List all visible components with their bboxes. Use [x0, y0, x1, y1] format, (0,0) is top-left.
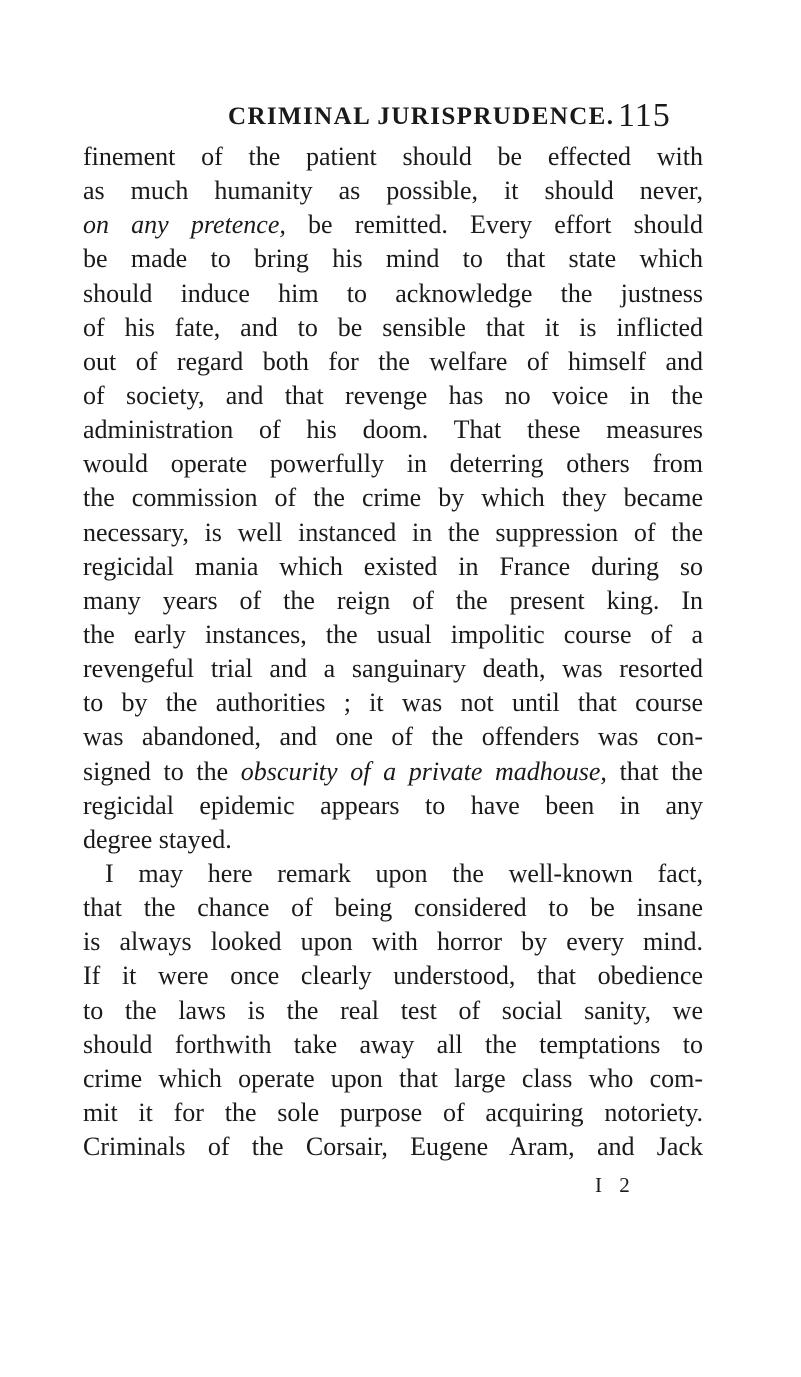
text-line: necessary, is well instanced in the suppression of the: [83, 517, 703, 547]
text-line: would operate powerfully in deterring others from: [83, 449, 703, 479]
text-line: to the laws is the real test of social sanity, we: [83, 995, 703, 1025]
text-line: signed to the obscurity of a private madhouse, that the: [83, 756, 703, 786]
signature-mark: I 2: [595, 1173, 636, 1197]
text-line: out of regard both for the welfare of himself and: [83, 346, 703, 376]
text-line: of his fate, and to be sensible that it is inflicted: [83, 312, 703, 342]
text-line: degree stayed.: [83, 824, 232, 854]
text-line: of society, and that revenge has no voice in the: [83, 380, 703, 410]
italic-phrase: on any pretence,: [83, 210, 286, 240]
text-line: regicidal epidemic appears to have been in any: [83, 790, 703, 820]
italic-phrase: obscurity of a private madhouse,: [240, 756, 607, 786]
body-text: [83, 140, 703, 1164]
running-head: [0, 97, 801, 137]
text-line: revengeful trial and a sanguinary death, was resorted: [83, 654, 703, 684]
text-line: to by the authorities ; it was not until that course: [83, 688, 703, 718]
text-line: the early instances, the usual impolitic course of a: [83, 619, 703, 649]
text-line: was abandoned, and one of the offenders was con-: [83, 722, 703, 752]
text-line: administration of his doom. That these measures: [83, 415, 703, 445]
text-line: many years of the reign of the present king. In: [83, 585, 703, 615]
text-line: be made to bring his mind to that state which: [83, 244, 703, 274]
text-line: is always looked upon with horror by every mind.: [83, 927, 703, 957]
text-line: I may here remark upon the well-known fact,: [105, 858, 703, 888]
text-line: as much humanity as possible, it should never,: [83, 176, 703, 206]
text-line: finement of the patient should be effected with: [83, 142, 703, 171]
text-line: on any pretence, be remitted. Every effort should: [83, 210, 704, 240]
text-line: crime which operate upon that large class who com-: [83, 1063, 703, 1093]
text-line: should forthwith take away all the temptations to: [83, 1029, 703, 1059]
text-line: mit it for the sole purpose of acquiring notoriety.: [83, 1097, 703, 1127]
page-number: 115: [618, 97, 671, 134]
text-line: that the chance of being considered to be insane: [83, 893, 703, 923]
text-line: regicidal mania which existed in France during so: [83, 551, 703, 581]
text-line: should induce him to acknowledge the justness: [83, 278, 703, 308]
text-line: If it were once clearly understood, that obedience: [83, 961, 703, 991]
text-line: the commission of the crime by which they became: [83, 483, 703, 513]
running-title: CRIMINAL JURISPRUDENCE.: [228, 103, 615, 130]
text-line: Criminals of the Corsair, Eugene Aram, and Jack: [83, 1132, 703, 1162]
